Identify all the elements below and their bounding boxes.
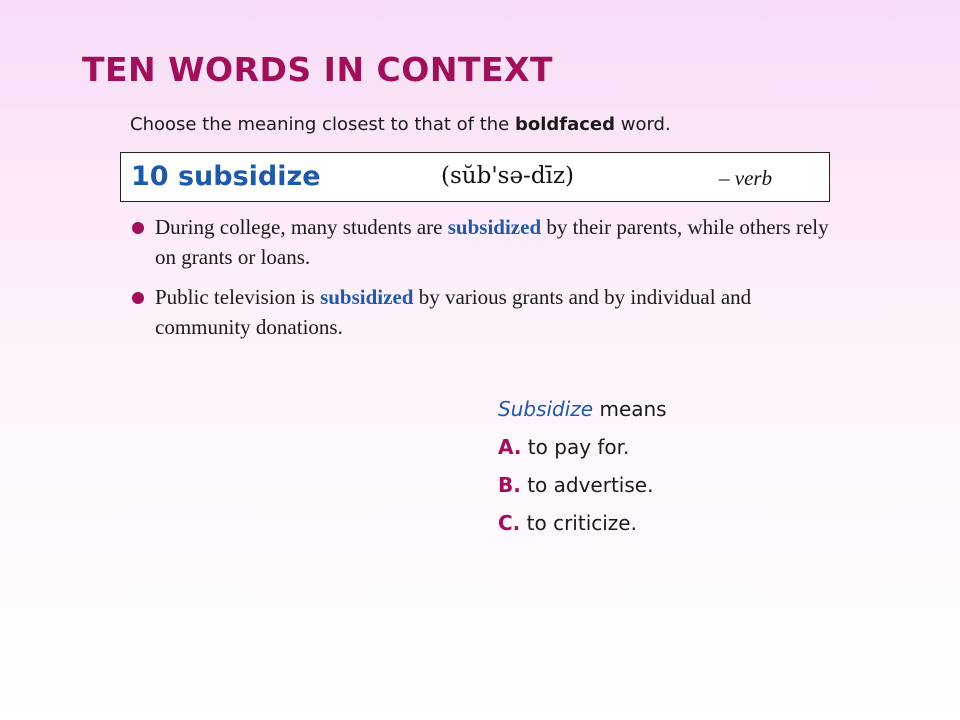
instruction-prefix: Choose the meaning closest to that of the: [130, 114, 515, 135]
answer-option-c[interactable]: [498, 504, 667, 542]
example-highlight: subsidized: [320, 285, 414, 309]
answer-option-a[interactable]: [498, 428, 667, 466]
option-text: to advertise.: [520, 473, 654, 497]
example-before: During college, many students are: [155, 215, 448, 239]
option-letter: B.: [498, 473, 521, 497]
question-word: Subsidize: [498, 397, 594, 421]
example-after: by their parents, while others rely on grants or loans.: [155, 215, 829, 269]
example-highlight: subsidized: [447, 215, 542, 239]
bullet-icon: [132, 222, 144, 234]
pronunciation: (sŭb'sə-dīz): [441, 163, 574, 189]
option-text: to pay for.: [521, 435, 630, 459]
option-letter: C.: [498, 511, 521, 535]
answer-option-b[interactable]: [498, 466, 667, 504]
example-sentence: [130, 212, 850, 272]
option-text: to criticize.: [520, 511, 637, 535]
instruction-text: [130, 114, 671, 135]
question-block: [498, 390, 667, 542]
question-prompt: [498, 390, 667, 428]
part-of-speech: – verb: [719, 166, 773, 190]
example-sentence: [130, 282, 850, 342]
question-rest: means: [593, 397, 667, 421]
page-title: TEN WORDS IN CONTEXT: [82, 50, 553, 89]
instruction-suffix: word.: [615, 114, 671, 135]
instruction-bold: boldfaced: [514, 114, 616, 135]
option-letter: A.: [498, 435, 522, 459]
example-before: Public television is: [155, 285, 321, 309]
word-entry-box: [120, 152, 830, 202]
example-after: by various grants and by individual and community donations.: [155, 285, 752, 339]
example-list: [130, 212, 850, 352]
word-heading: 10 subsidize: [131, 161, 321, 192]
bullet-icon: [132, 292, 144, 304]
